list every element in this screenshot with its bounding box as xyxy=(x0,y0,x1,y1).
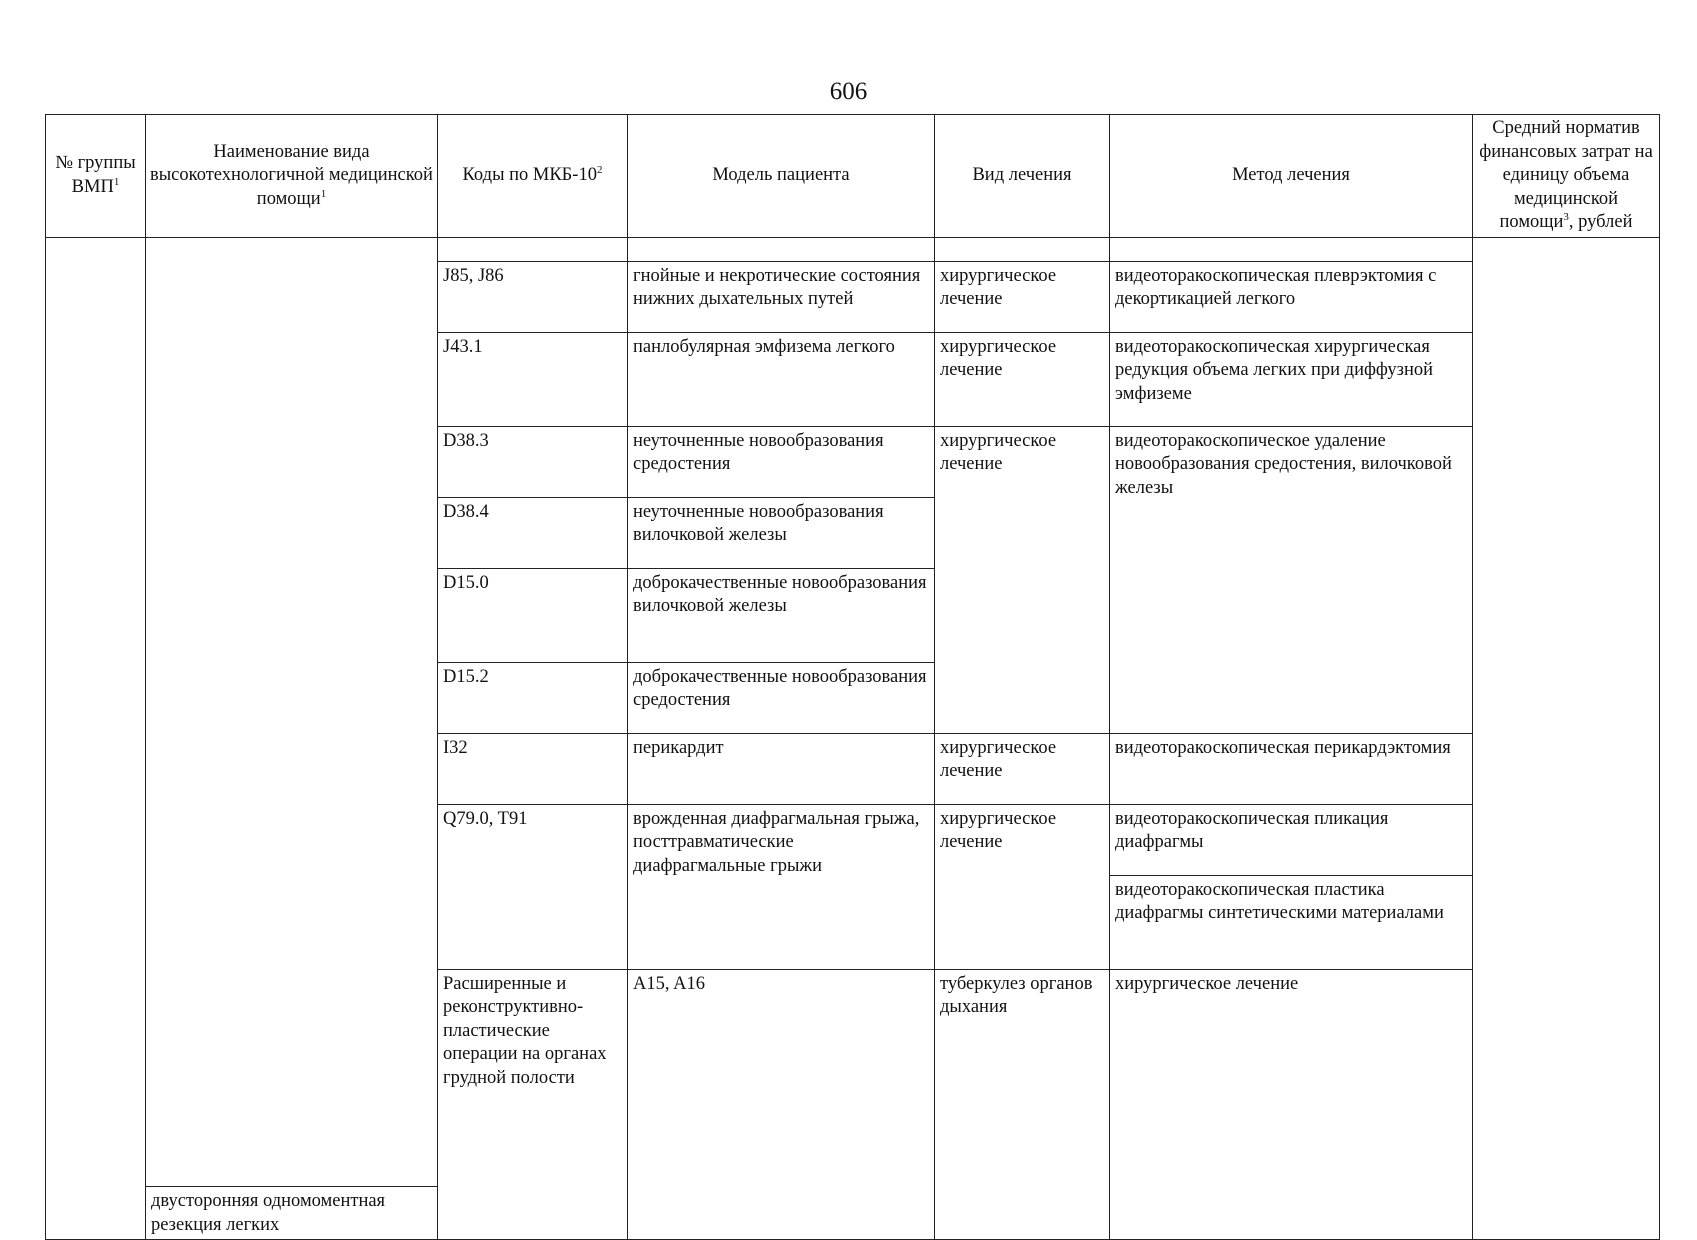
table-header-row xyxy=(46,115,1660,238)
codes-cell: A15, A16 xyxy=(628,969,935,1240)
model-cell: врожденная диафрагмальная грыжа, посттравматические диафрагмальные грыжи xyxy=(628,804,935,969)
treatment-cell xyxy=(935,237,1110,261)
treatment-cell: хирургическое лечение xyxy=(935,733,1110,804)
method-cell: видеоторакоскопическая плеврэктомия с декортикацией легкого xyxy=(1110,261,1473,332)
vmp-table xyxy=(45,114,1660,1240)
method-cell: видеоторакоскопическая пликация диафрагмы xyxy=(1110,804,1473,875)
model-cell: туберкулез органов дыхания xyxy=(935,969,1110,1240)
cost-cell xyxy=(1473,237,1660,1240)
codes-cell: D15.2 xyxy=(438,662,628,733)
codes-cell: J43.1 xyxy=(438,332,628,426)
codes-cell: D38.3 xyxy=(438,426,628,497)
codes-cell: D38.4 xyxy=(438,497,628,568)
header-cost-norm: Средний норматив финансовых затрат на единицу объема медицинской помощи$^3$, рублей xyxy=(1473,115,1660,238)
method-cell: видеоторакоскопическая пластика диафрагмы синтетическими материалами xyxy=(1110,875,1473,969)
care-type-cell: Расширенные и реконструктивно-пластические операции на органах грудной полости xyxy=(438,969,628,1240)
page-number: 606 xyxy=(829,78,868,105)
header-care-type: Наименование вида высокотехнологичной медицинской помощи$^1$ xyxy=(146,115,438,238)
header-treatment-method: Метод лечения xyxy=(1110,115,1473,238)
treatment-cell: хирургическое лечение xyxy=(1110,969,1473,1240)
treatment-cell: хирургическое лечение xyxy=(935,261,1110,332)
model-cell: панлобулярная эмфизема легкого xyxy=(628,332,935,426)
codes-cell: Q79.0, T91 xyxy=(438,804,628,969)
model-cell: неуточненные новообразования вилочковой железы xyxy=(628,497,935,568)
header-group-number: № группы ВМП$^1$ xyxy=(46,115,146,238)
model-cell: гнойные и некротические состояния нижних дыхательных путей xyxy=(628,261,935,332)
model-cell: доброкачественные новообразования вилочковой железы xyxy=(628,568,935,662)
header-icd-codes: Коды по МКБ-$10^2$ xyxy=(438,115,628,238)
care-type-cell-continued xyxy=(146,237,438,1187)
method-cell: двусторонняя одномоментная резекция легких xyxy=(146,1187,438,1240)
codes-cell: I32 xyxy=(438,733,628,804)
method-cell: видеоторакоскопическая перикардэктомия xyxy=(1110,733,1473,804)
codes-cell: J85, J86 xyxy=(438,261,628,332)
table-row-continuation xyxy=(46,237,1660,261)
treatment-cell: хирургическое лечение xyxy=(935,804,1110,969)
model-cell: перикардит xyxy=(628,733,935,804)
header-treatment-type: Вид лечения xyxy=(935,115,1110,238)
method-cell: видеоторакоскопическая хирургическая редукция объема легких при диффузной эмфиземе xyxy=(1110,332,1473,426)
method-cell: видеоторакоскопическое удаление новообразования средостения, вилочковой железы xyxy=(1110,426,1473,733)
method-cell xyxy=(1110,237,1473,261)
codes-cell: D15.0 xyxy=(438,568,628,662)
codes-cell xyxy=(438,237,628,261)
header-patient-model: Модель пациента xyxy=(628,115,935,238)
model-cell: доброкачественные новообразования средостения xyxy=(628,662,935,733)
model-cell xyxy=(628,237,935,261)
treatment-cell: хирургическое лечение xyxy=(935,332,1110,426)
model-cell: неуточненные новообразования средостения xyxy=(628,426,935,497)
group-number-cell xyxy=(46,237,146,1240)
treatment-cell: хирургическое лечение xyxy=(935,426,1110,733)
